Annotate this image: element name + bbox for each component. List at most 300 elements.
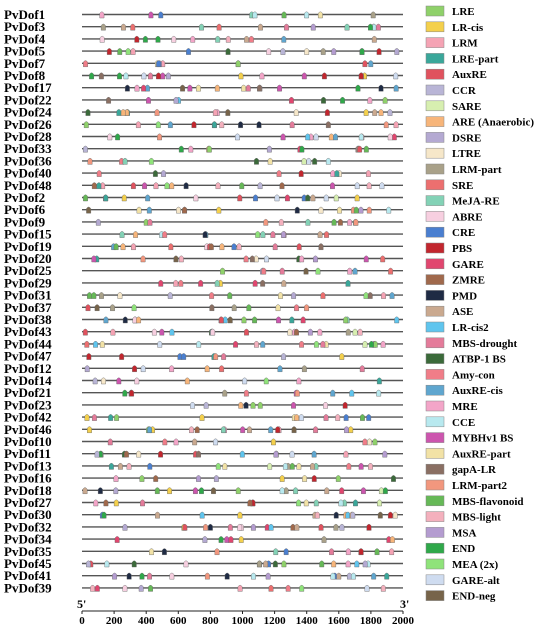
cis-element-marker [250, 256, 254, 262]
cis-element-marker [238, 524, 242, 530]
cis-element-marker [284, 488, 288, 494]
cis-element-marker [87, 353, 91, 359]
cis-element-marker [163, 439, 167, 445]
cis-element-marker [217, 207, 221, 213]
legend-label: PBS [452, 243, 473, 255]
cis-element-marker [355, 195, 359, 201]
gene-label: PvDof46 [4, 421, 52, 437]
legend-label: CCE [452, 416, 476, 429]
cis-element-marker [395, 48, 399, 54]
cis-element-marker [325, 109, 329, 115]
gene-label: PvDof12 [4, 360, 52, 376]
legend-item [426, 512, 501, 524]
cis-element-marker [288, 329, 292, 335]
cis-element-marker [262, 268, 266, 274]
cis-element-marker [368, 97, 372, 103]
cis-element-marker [346, 329, 350, 335]
gene-row [4, 141, 403, 156]
cis-element-marker [377, 378, 381, 384]
legend-swatch [426, 132, 444, 142]
legend-swatch [426, 227, 444, 237]
cis-element-marker [321, 292, 325, 298]
legend-item [426, 53, 499, 65]
gene-label: PvDof4 [4, 31, 46, 47]
gene-label: PvDof32 [4, 519, 52, 535]
cis-element-marker [367, 207, 371, 213]
cis-element-marker [349, 427, 353, 433]
cis-element-marker [99, 73, 103, 79]
cis-element-marker [193, 488, 197, 494]
legend-label: AuxRE [452, 69, 487, 82]
gene-row [4, 373, 403, 388]
cis-element-marker [379, 109, 383, 115]
cis-element-marker [117, 378, 121, 384]
cis-element-marker [146, 97, 150, 103]
cis-element-marker [83, 61, 87, 67]
cis-element-marker [289, 97, 293, 103]
cis-element-marker [131, 48, 135, 54]
cis-element-marker [108, 134, 112, 140]
legend-swatch [426, 496, 444, 506]
cis-element-marker [166, 73, 170, 79]
cis-element-marker [381, 341, 385, 347]
cis-element-marker [205, 573, 209, 579]
cis-element-marker [304, 305, 308, 311]
cis-element-marker [311, 195, 315, 201]
gene-label: PvDof27 [4, 495, 52, 510]
cis-element-marker [155, 488, 159, 494]
gene-label: PvDof43 [4, 324, 52, 340]
gene-label: PvDof24 [4, 104, 52, 120]
cis-element-marker [209, 244, 213, 250]
gene-label: PvDof40 [4, 165, 52, 181]
legend-label: LRM [452, 37, 478, 50]
cis-element-marker [189, 146, 193, 152]
cis-element-marker [350, 390, 354, 396]
legend-swatch [426, 401, 444, 411]
cis-element-marker [343, 317, 347, 323]
cis-element-marker [87, 292, 91, 298]
legend-label: MeJA-RE [452, 195, 500, 208]
cis-element-marker [86, 561, 90, 567]
legend-item [426, 101, 481, 113]
cis-element-marker [239, 536, 243, 542]
gene-row [4, 446, 403, 461]
cis-element-marker [170, 183, 174, 189]
cis-element-marker [281, 134, 285, 140]
cis-element-marker [252, 317, 256, 323]
cis-element-marker [135, 36, 139, 42]
cis-element-marker [258, 183, 262, 189]
cis-element-marker [239, 402, 243, 408]
legend-item [426, 290, 477, 302]
cis-element-marker [131, 183, 135, 189]
cis-element-marker [257, 561, 261, 567]
cis-element-marker [140, 475, 144, 481]
cis-element-marker [114, 244, 118, 250]
cis-element-marker [295, 390, 299, 396]
cis-element-marker [343, 402, 347, 408]
cis-element-marker [90, 585, 94, 591]
cis-element-marker [215, 280, 219, 286]
cis-element-marker [376, 390, 380, 396]
cis-element-marker [200, 512, 204, 518]
cis-element-marker [255, 231, 259, 237]
cis-element-marker [118, 48, 122, 54]
cis-element-marker [360, 366, 364, 372]
legend-swatch [426, 354, 444, 364]
cis-element-marker [325, 488, 329, 494]
cis-element-marker [196, 341, 200, 347]
cis-element-marker [84, 122, 88, 128]
cis-element-marker [294, 109, 298, 115]
cis-element-marker [358, 329, 362, 335]
cis-element-marker [220, 244, 224, 250]
legend-item [426, 38, 478, 50]
cis-element-marker [123, 317, 127, 323]
cis-element-marker [131, 244, 135, 250]
axis-tick-label: 600 [170, 615, 187, 627]
cis-element-marker [391, 475, 395, 481]
cis-element-marker [299, 585, 303, 591]
cis-element-marker [296, 500, 300, 506]
cis-element-marker [276, 305, 280, 311]
cis-element-marker [220, 122, 224, 128]
cis-element-marker [260, 280, 264, 286]
cis-element-marker [172, 36, 176, 42]
legend-label: ABRE [452, 211, 483, 224]
gene-label: PvDof13 [4, 458, 52, 474]
cis-element-marker [244, 402, 248, 408]
legend-swatch [426, 53, 444, 63]
legend-item [426, 543, 475, 555]
legend-label: ARE (Anaerobic) [452, 116, 534, 129]
gene-row [4, 7, 403, 22]
cis-element-marker [299, 170, 303, 176]
cis-element-marker [246, 85, 250, 91]
legend-swatch [426, 306, 444, 316]
cis-element-marker [114, 414, 118, 420]
cis-element-marker [104, 500, 108, 506]
cis-element-marker [280, 183, 284, 189]
cis-element-marker [344, 427, 348, 433]
cis-element-marker [357, 146, 361, 152]
cis-element-marker [221, 427, 225, 433]
cis-element-marker [238, 512, 242, 518]
cis-element-marker [388, 134, 392, 140]
gene-label: PvDof36 [4, 153, 52, 169]
legend-swatch [426, 322, 444, 332]
cis-element-marker [359, 463, 363, 469]
cis-element-marker [311, 24, 315, 30]
cis-element-marker [184, 183, 188, 189]
cis-element-marker [118, 292, 122, 298]
cis-element-marker [223, 463, 227, 469]
cis-element-marker [141, 256, 145, 262]
cis-element-marker [281, 353, 285, 359]
cis-element-marker [110, 305, 114, 311]
cis-element-marker [115, 134, 119, 140]
cis-element-marker [107, 48, 111, 54]
cis-element-marker [340, 488, 344, 494]
cis-element-marker [148, 585, 152, 591]
cis-element-marker [121, 244, 125, 250]
cis-element-marker [228, 292, 232, 298]
gene-label: PvDof21 [4, 385, 52, 401]
cis-element-marker [337, 573, 341, 579]
cis-element-marker [152, 329, 156, 335]
cis-element-marker [244, 36, 248, 42]
cis-element-marker [326, 122, 330, 128]
legend [426, 6, 534, 603]
cis-element-marker [236, 488, 240, 494]
cis-element-marker [220, 268, 224, 274]
gene-label: PvDof17 [4, 80, 52, 96]
cis-element-marker [353, 268, 357, 274]
cis-element-marker [294, 329, 298, 335]
gene-row [4, 336, 403, 351]
cis-element-marker [210, 329, 214, 335]
cis-element-marker [174, 256, 178, 262]
cis-element-marker [93, 341, 97, 347]
cis-element-marker [148, 463, 152, 469]
cis-element-marker [145, 195, 149, 201]
legend-swatch [426, 543, 444, 553]
legend-item [426, 559, 498, 571]
cis-element-marker [284, 24, 288, 30]
cis-element-marker [121, 24, 125, 30]
cis-element-marker [168, 292, 172, 298]
legend-label: CRE [452, 227, 476, 240]
cis-element-marker [254, 341, 258, 347]
cis-element-marker [93, 378, 97, 384]
cis-element-marker [346, 512, 350, 518]
cis-element-marker [340, 524, 344, 530]
cis-element-marker [219, 317, 223, 323]
cis-element-marker [83, 146, 87, 152]
legend-item [426, 417, 475, 429]
gene-label: PvDof10 [4, 434, 52, 449]
cis-element-marker [212, 122, 216, 128]
cis-element-marker [365, 585, 369, 591]
axis-tick-label: 0 [79, 615, 85, 627]
cis-element-marker [367, 439, 371, 445]
cis-element-marker [264, 219, 268, 225]
cis-element-marker [294, 305, 298, 311]
cis-element-marker [213, 109, 217, 115]
cis-element-marker [114, 475, 118, 481]
gene-label: PvDof37 [4, 299, 52, 315]
cis-element-marker [359, 73, 363, 79]
cis-element-marker [147, 207, 151, 213]
legend-label: DSRE [452, 132, 482, 145]
cis-element-marker [169, 366, 173, 372]
cis-element-marker [333, 134, 337, 140]
gene-row [4, 300, 403, 315]
cis-element-marker [106, 97, 110, 103]
cis-element-marker [168, 122, 172, 128]
cis-element-marker [387, 207, 391, 213]
cis-element-marker [274, 451, 278, 457]
cis-element-marker [123, 524, 127, 530]
legend-item [426, 243, 472, 255]
cis-element-marker [351, 573, 355, 579]
cis-element-marker [179, 256, 183, 262]
cis-element-marker [364, 109, 368, 115]
cis-element-marker [390, 536, 394, 542]
legend-item [426, 69, 487, 81]
cis-element-marker [241, 85, 245, 91]
cis-element-marker [297, 463, 301, 469]
gene-label: PvDof18 [4, 482, 52, 498]
gene-row [4, 422, 403, 437]
cis-element-marker [257, 85, 261, 91]
cis-element-marker [278, 292, 282, 298]
cis-element-marker [306, 195, 310, 201]
legend-label: LRM-part2 [452, 480, 507, 492]
cis-element-marker [368, 24, 372, 30]
legend-label: SARE [452, 100, 482, 113]
cis-element-marker [282, 561, 286, 567]
cis-element-marker [344, 451, 348, 457]
legend-item [426, 401, 478, 413]
legend-label: MRE [452, 401, 478, 413]
gene-row [4, 519, 403, 534]
cis-element-marker [290, 317, 294, 323]
cis-element-marker [158, 341, 162, 347]
cis-element-marker [312, 475, 316, 481]
cis-element-marker [92, 256, 96, 262]
cis-element-marker [312, 158, 316, 164]
cis-element-marker [290, 451, 294, 457]
cis-element-marker [260, 73, 264, 79]
cis-element-marker [123, 585, 127, 591]
cis-element-marker [302, 158, 306, 164]
cis-element-marker [196, 85, 200, 91]
cis-element-marker [95, 585, 99, 591]
gene-row [4, 507, 403, 522]
cis-element-marker [97, 170, 101, 176]
legend-swatch [426, 448, 444, 458]
legend-item [426, 227, 475, 239]
cis-element-marker [278, 366, 282, 372]
cis-element-marker [216, 183, 220, 189]
gene-label: PvDof16 [4, 470, 52, 486]
legend-label: PMD [452, 290, 478, 303]
cis-element-marker [225, 573, 229, 579]
gene-label: PvDof22 [4, 92, 52, 108]
cis-element-marker [240, 183, 244, 189]
cis-element-marker [280, 268, 284, 274]
cis-element-marker [244, 329, 248, 335]
cis-element-marker [142, 73, 146, 79]
cis-element-marker [215, 85, 219, 91]
cis-element-marker [361, 488, 365, 494]
cis-element-marker [89, 73, 93, 79]
cis-element-marker [170, 573, 174, 579]
cis-element-marker [302, 366, 306, 372]
cis-element-marker [347, 219, 351, 225]
cis-element-marker [95, 305, 99, 311]
cis-element-marker [155, 512, 159, 518]
axis-tick-label: 1800 [359, 615, 382, 627]
cis-element-marker [355, 183, 359, 189]
cis-element-marker [299, 341, 303, 347]
cis-element-marker [389, 549, 393, 555]
cis-element-marker [127, 573, 131, 579]
cis-element-marker [215, 36, 219, 42]
cis-element-marker [363, 439, 367, 445]
cis-element-marker [330, 183, 334, 189]
legend-item [426, 22, 484, 34]
cis-element-marker [359, 549, 363, 555]
cis-element-marker [217, 24, 221, 30]
cis-element-marker [280, 475, 284, 481]
gene-row [4, 532, 403, 547]
cis-element-marker [247, 305, 251, 311]
cis-element-marker [379, 488, 383, 494]
cis-element-marker [364, 292, 368, 298]
cis-element-marker [180, 85, 184, 91]
legend-label: LRE-part [452, 53, 499, 66]
cis-element-marker [371, 573, 375, 579]
cis-element-marker [191, 36, 195, 42]
cis-element-marker [160, 73, 164, 79]
cis-element-marker [322, 536, 326, 542]
cis-element-marker [143, 36, 147, 42]
cis-element-marker [117, 109, 121, 115]
cis-element-marker [118, 463, 122, 469]
cis-element-marker [162, 549, 166, 555]
cis-element-marker [331, 170, 335, 176]
cis-element-marker [321, 97, 325, 103]
axis-tick-label: 1400 [295, 615, 318, 627]
cis-element-marker [319, 244, 323, 250]
cis-element-marker [104, 195, 108, 201]
cis-element-marker [297, 244, 301, 250]
cis-element-marker [189, 427, 193, 433]
gene-label: PvDof39 [4, 580, 52, 596]
cis-element-marker [335, 414, 339, 420]
cis-element-marker [174, 97, 178, 103]
cis-element-marker [219, 366, 223, 372]
legend-swatch [426, 180, 444, 190]
legend-label: Amy-con [452, 369, 495, 382]
cis-element-marker [136, 317, 140, 323]
cis-element-marker [108, 439, 112, 445]
cis-element-marker [236, 61, 240, 67]
cis-element-marker [286, 585, 290, 591]
cis-element-marker [98, 488, 102, 494]
gene-label: PvDof31 [4, 287, 52, 303]
gene-row [4, 251, 403, 266]
legend-swatch [426, 417, 444, 427]
cis-element-marker [87, 427, 91, 433]
cis-element-marker [267, 146, 271, 152]
legend-swatch [426, 117, 444, 127]
cis-element-marker [229, 536, 233, 542]
gene-label: PvDof3 [4, 19, 46, 35]
cis-element-marker [368, 292, 372, 298]
cis-element-marker [366, 414, 370, 420]
gene-label: PvDof11 [4, 446, 51, 462]
cis-element-marker [157, 134, 161, 140]
cis-element-marker [294, 414, 298, 420]
cis-element-marker [200, 414, 204, 420]
cis-element-marker [149, 12, 153, 18]
cis-element-marker [360, 414, 364, 420]
cis-element-marker [388, 268, 392, 274]
